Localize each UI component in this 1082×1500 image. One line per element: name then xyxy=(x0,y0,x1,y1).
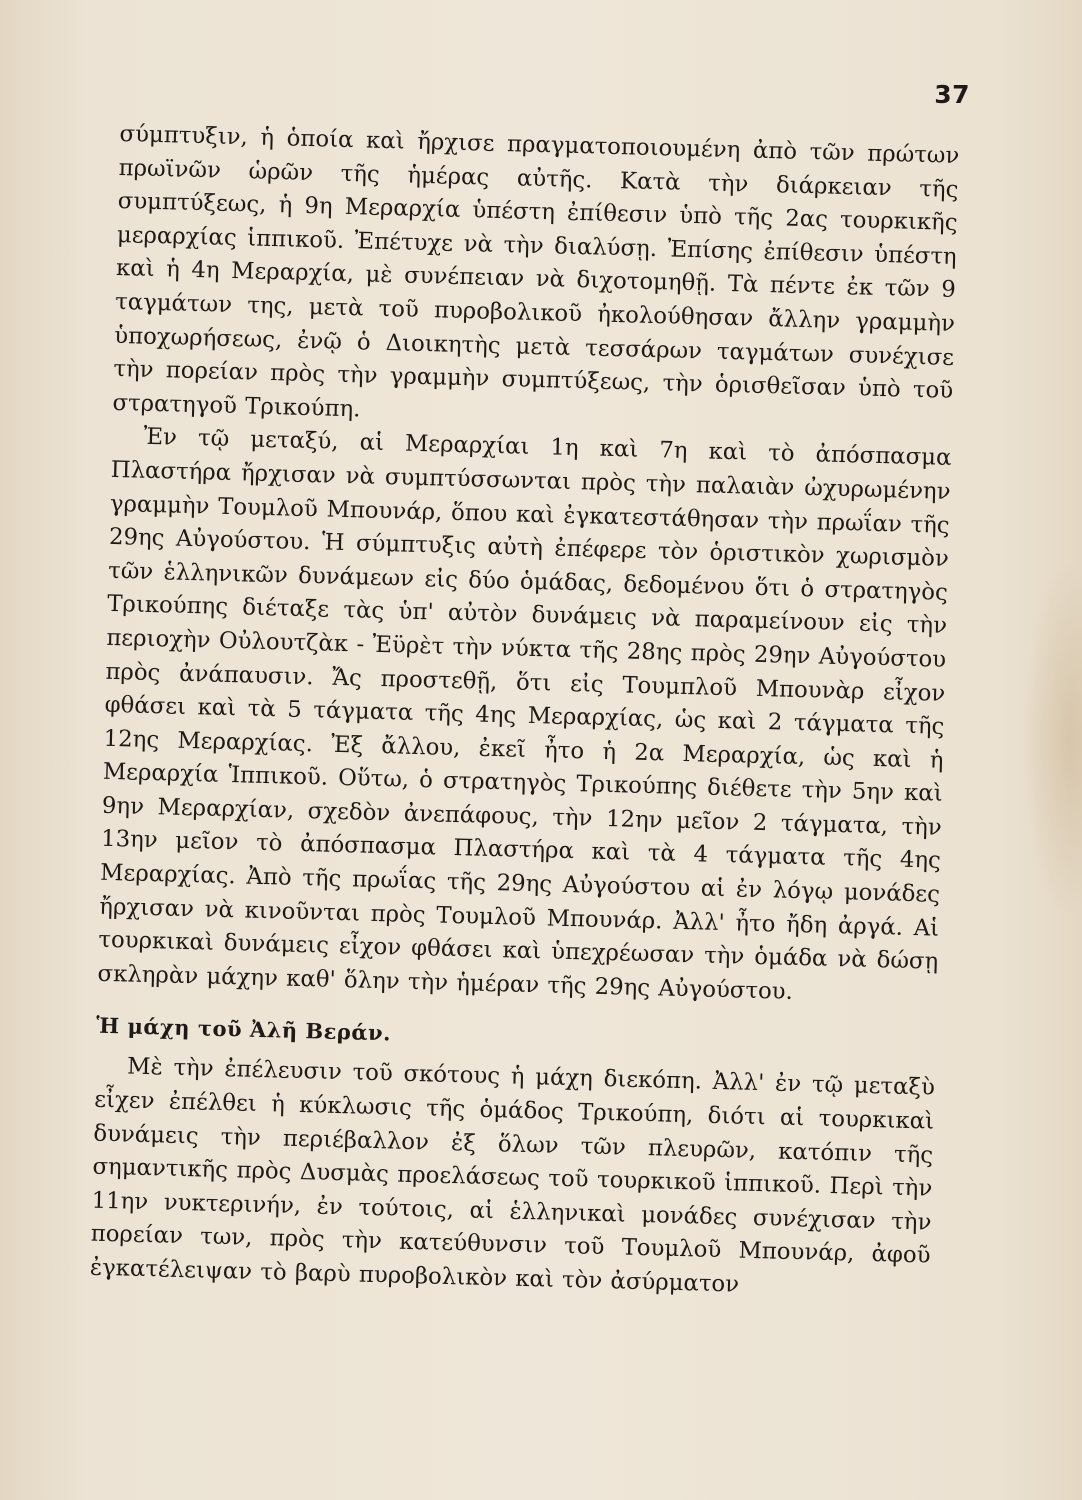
section-paragraph: Μὲ τὴν ἐπέλευσιν τοῦ σκότους ἡ μάχη διεκόπη. Ἀλλ' ἐν τῷ μεταξὺ εἶχεν ἐπέλθει ἡ κύκλωσις τῆς ὁμάδος Τρικούπη, διότι αἱ τουρκικαὶ δυνάμεις τὴν περιέβαλλον ἐξ ὅλων τῶν πλευρῶν, κατόπιν τῆς σημαντικῆς πρὸς Δυσμὰς προελάσεως τοῦ τουρκικοῦ ἱππικοῦ. Περὶ τὴν 11ην νυκτερινήν, ἐν τούτοις, αἱ ἑλληνικαὶ μονάδες συνέχισαν τὴν πορείαν των, πρὸς τὴν κατεύθυνσιν τοῦ Τουμλοῦ Μπουνάρ, ἀφοῦ ἐγκατέλειψαν τὸ βαρὺ πυροβολικὸν καὶ τὸν ἀσύρματον xyxy=(89,1053,936,1298)
page-number: 37 xyxy=(934,80,970,109)
paper-stain xyxy=(1022,560,1082,920)
section-heading: Ἡ μάχη τοῦ Ἀλῆ Βεράν. xyxy=(95,1013,392,1046)
paragraph-1: σύμπτυξιν, ἡ ὁποία καὶ ἤρχισε πραγματοποιουμένη ἀπὸ τῶν πρώτων πρωϊνῶν ὡρῶν τῆς ἡμέρας αὐτῆς. Κατὰ τὴν διάρκειαν τῆς συμπτύξεως, ἡ 9η Μεραρχία ὑπέστη ἐπίθεσιν ὑπὸ τῆς 2ας τουρκικῆς μεραρχίας ἱππικοῦ. Ἐπέτυχε νὰ τὴν διαλύσῃ. Ἐπίσης ἐπίθεσιν ὑπέστη καὶ ἡ 4η Μεραρχία, μὲ συνέπειαν νὰ διχοτομηθῇ. Τὰ πέντε ἐκ τῶν 9 ταγμάτων της, μετὰ τοῦ πυροβολικοῦ ἠκολούθησαν ἄλλην γραμμὴν ὑποχωρήσεως, ἐνῷ ὁ Διοικητὴς μετὰ τεσσάρων ταγμάτων συνέχισε τὴν πορείαν πρὸς τὴν γραμμὴν συμπτύξεως, τὴν ὁρισθεῖσαν ὑπὸ τοῦ στρατηγοῦ Τρικούπη. xyxy=(112,120,960,423)
paragraph-2: Ἐν τῷ μεταξύ, αἱ Μεραρχίαι 1η καὶ 7η καὶ τὸ ἀπόσπασμα Πλαστήρα ἤρχισαν νὰ συμπτύσσωνται πρὸς τὴν παλαιὰν ὠχυρωμένην γραμμὴν Τουμλοῦ Μπουνάρ, ὅπου καὶ ἐγκατεστάθησαν τὴν πρωΐαν τῆς 29ης Αὐγούστου. Ἡ σύμπτυξις αὐτὴ ἐπέφερε τὸν ὁριστικὸν χωρισμὸν τῶν ἑλληνικῶν δυνάμεων εἰς δύο ὁμάδας, δεδομένου ὅτι ὁ στρατηγὸς Τρικούπης διέταξε τὰς ὑπ' αὐτὸν δυνάμεις νὰ παραμείνουν εἰς τὴν περιοχὴν Οὐλουτζὰκ - Ἐϋρὲτ τὴν νύκτα τῆς 28ης πρὸς 29ην Αὐγούστου πρὸς ἀνάπαυσιν. Ἄς προστεθῇ, ὅτι εἰς Τουμπλοῦ Μπουνὰρ εἶχον φθάσει καὶ τὰ 5 τάγματα τῆς 4ης Μεραρχίας, ὡς καὶ 2 τάγματα τῆς 12ης Μεραρχίας. Ἐξ ἄλλου, ἐκεῖ ἦτο ἡ 2α Μεραρχία, ὡς καὶ ἡ Μεραρχία Ἱππικοῦ. Οὕτω, ὁ στρατηγὸς Τρικούπης διέθετε τὴν 5ην καὶ 9ην Μεραρχίαν, σχεδὸν ἀνεπάφους, τὴν 12ην μεῖον 2 τάγματα, τὴν 13ην μεῖον τὸ ἀπόσπασμα Πλαστήρα καὶ τὰ 4 τάγματα τῆς 4ης Μεραρχίας. Ἀπὸ τῆς πρωΐας τῆς 29ης Αὐγούστου αἱ ἐν λόγῳ μονάδες ἤρχισαν νὰ κινοῦνται πρὸς Τουμλοῦ Μπουνάρ. Ἀλλ' ἦτο ἤδη ἀργά. Αἱ τουρκικαὶ δυνάμεις εἶχον φθάσει καὶ ὑπεχρέωσαν τὴν ὁμάδα νὰ δώσῃ σκληρὰν μάχην καθ' ὅλην τὴν ἡμέραν τῆς 29ης Αὐγούστου. xyxy=(97,424,952,1005)
text-body xyxy=(89,118,959,1307)
